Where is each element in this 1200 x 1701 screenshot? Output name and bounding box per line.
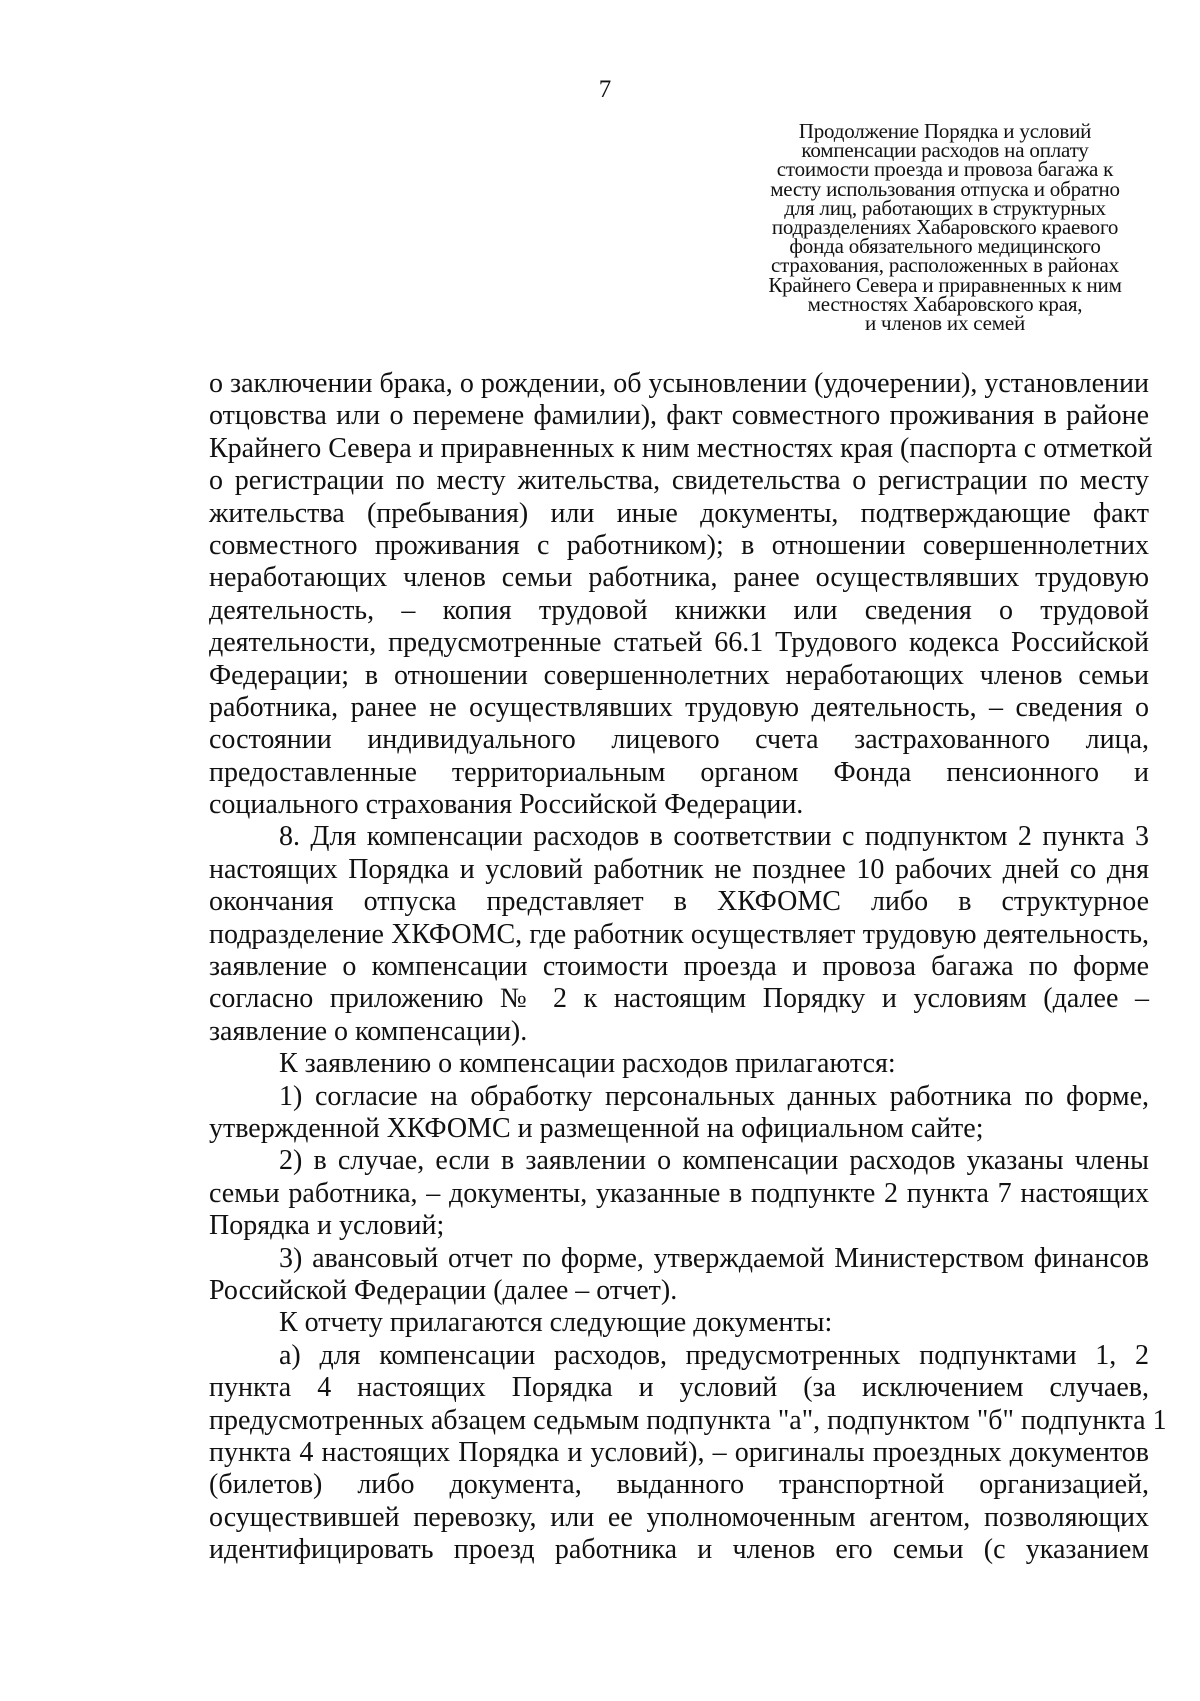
header-line: фонда обязательного медицинского [789,234,1101,259]
page-number: 7 [598,76,612,103]
body-line: утвержденной ХКФОМС и размещенной на официальном сайте; [209,1112,984,1144]
body-line: окончания отпуска представляет в ХКФОМС либо в структурное [209,886,1149,918]
body-line: семьи работника, – документы, указанные в подпункте 2 пункта 7 настоящих [209,1177,1149,1209]
header-line: стоимости проезда и провоза багажа к [776,157,1114,182]
report-attachments-intro: К отчету прилагаются следующие документы: [279,1307,833,1339]
body-line: жительства (пребывания) или иные документы, подтверждающие факт [209,497,1149,529]
header-line: и членов их семей [864,311,1026,336]
body-line: Крайнего Севера и приравненных к ним местностях края (паспорта с отметкой [209,432,1153,464]
body-line: согласно приложению № 2 к настоящим Порядку и условиям (далее – [209,983,1149,1015]
list-item-2: 2) в случае, если в заявлении о компенсации расходов указаны члены [279,1145,1149,1177]
list-item-1: 1) согласие на обработку персональных данных работника по форме, [279,1080,1149,1112]
body-line: предусмотренных абзацем седьмым подпункта "а", подпунктом "б" подпункта 1 [209,1404,1167,1436]
header-line: Продолжение Порядка и условий [798,119,1092,143]
body-line: деятельности, предусмотренные статьей 66.1 Трудового кодекса Российской [209,627,1149,659]
header-line: местностях Хабаровского края, [807,291,1083,316]
body-line: пункта 4 настоящих Порядка и условий), – оригиналы проездных документов [209,1436,1149,1468]
document-header [735,119,1155,336]
body-line: (билетов) либо документа, выданного транспортной организацией, [209,1469,1149,1501]
body-line: работника, ранее не осуществлявших трудовую деятельность, – сведения о [209,691,1149,723]
body-line: пункта 4 настоящих Порядка и условий (за исключением случаев, [209,1372,1149,1404]
attachments-intro: К заявлению о компенсации расходов прилагаются: [279,1048,896,1080]
body-line: неработающих членов семьи работника, ранее осуществлявших трудовую [209,562,1149,594]
body-line: заявление о компенсации стоимости проезда и провоза багажа по форме [209,951,1149,983]
body-line: совместного проживания с работником); в отношении совершеннолетних [209,529,1149,561]
header-line: подразделениях Хабаровского краевого [771,215,1119,240]
body-line: о регистрации по месту жительства, свидетельства о регистрации по месту [209,465,1149,497]
body-line: настоящих Порядка и условий работник не позднее 10 рабочих дней со дня [209,853,1149,885]
body-line: Порядка и условий; [209,1210,445,1242]
header-line: компенсации расходов на оплату [801,138,1089,163]
header-line: для лиц, работающих в структурных [784,195,1106,220]
paragraph-8-start: 8. Для компенсации расходов в соответствии с подпунктом 2 пункта 3 [279,821,1149,853]
body-line: подразделение ХКФОМС, где работник осуществляет трудовую деятельность, [209,918,1149,950]
list-item-a: а) для компенсации расходов, предусмотренных подпунктами 1, 2 [279,1339,1149,1371]
body-line: предоставленные территориальным органом Фонда пенсионного и [209,756,1149,788]
header-line: Крайнего Севера и приравненных к ним [768,272,1122,297]
body-line: осуществившей перевозку, или ее уполномоченным агентом, позволяющих [209,1501,1149,1533]
body-line: отцовства или о перемене фамилии), факт совместного проживания в районе [209,400,1149,432]
body-line: состоянии индивидуального лицевого счета застрахованного лица, [209,724,1149,756]
header-line: страхования, расположенных в районах [771,253,1119,278]
body-line: социального страхования Российской Федерации. [209,789,804,821]
body-line: идентифицировать проезд работника и членов его семьи (с указанием [209,1534,1149,1566]
header-line: месту использования отпуска и обратно [770,176,1120,201]
body-line: о заключении брака, о рождении, об усыновлении (удочерении), установлении [209,368,1149,399]
body-line: Российской Федерации (далее – отчет). [209,1274,678,1306]
body-line: Федерации; в отношении совершеннолетних неработающих членов семьи [209,659,1149,691]
list-item-3: 3) авансовый отчет по форме, утверждаемой Министерством финансов [279,1242,1149,1274]
body-line: деятельность, – копия трудовой книжки или сведения о трудовой [209,594,1149,626]
document-body [209,368,1167,1566]
body-line: заявление о компенсации). [209,1015,528,1047]
